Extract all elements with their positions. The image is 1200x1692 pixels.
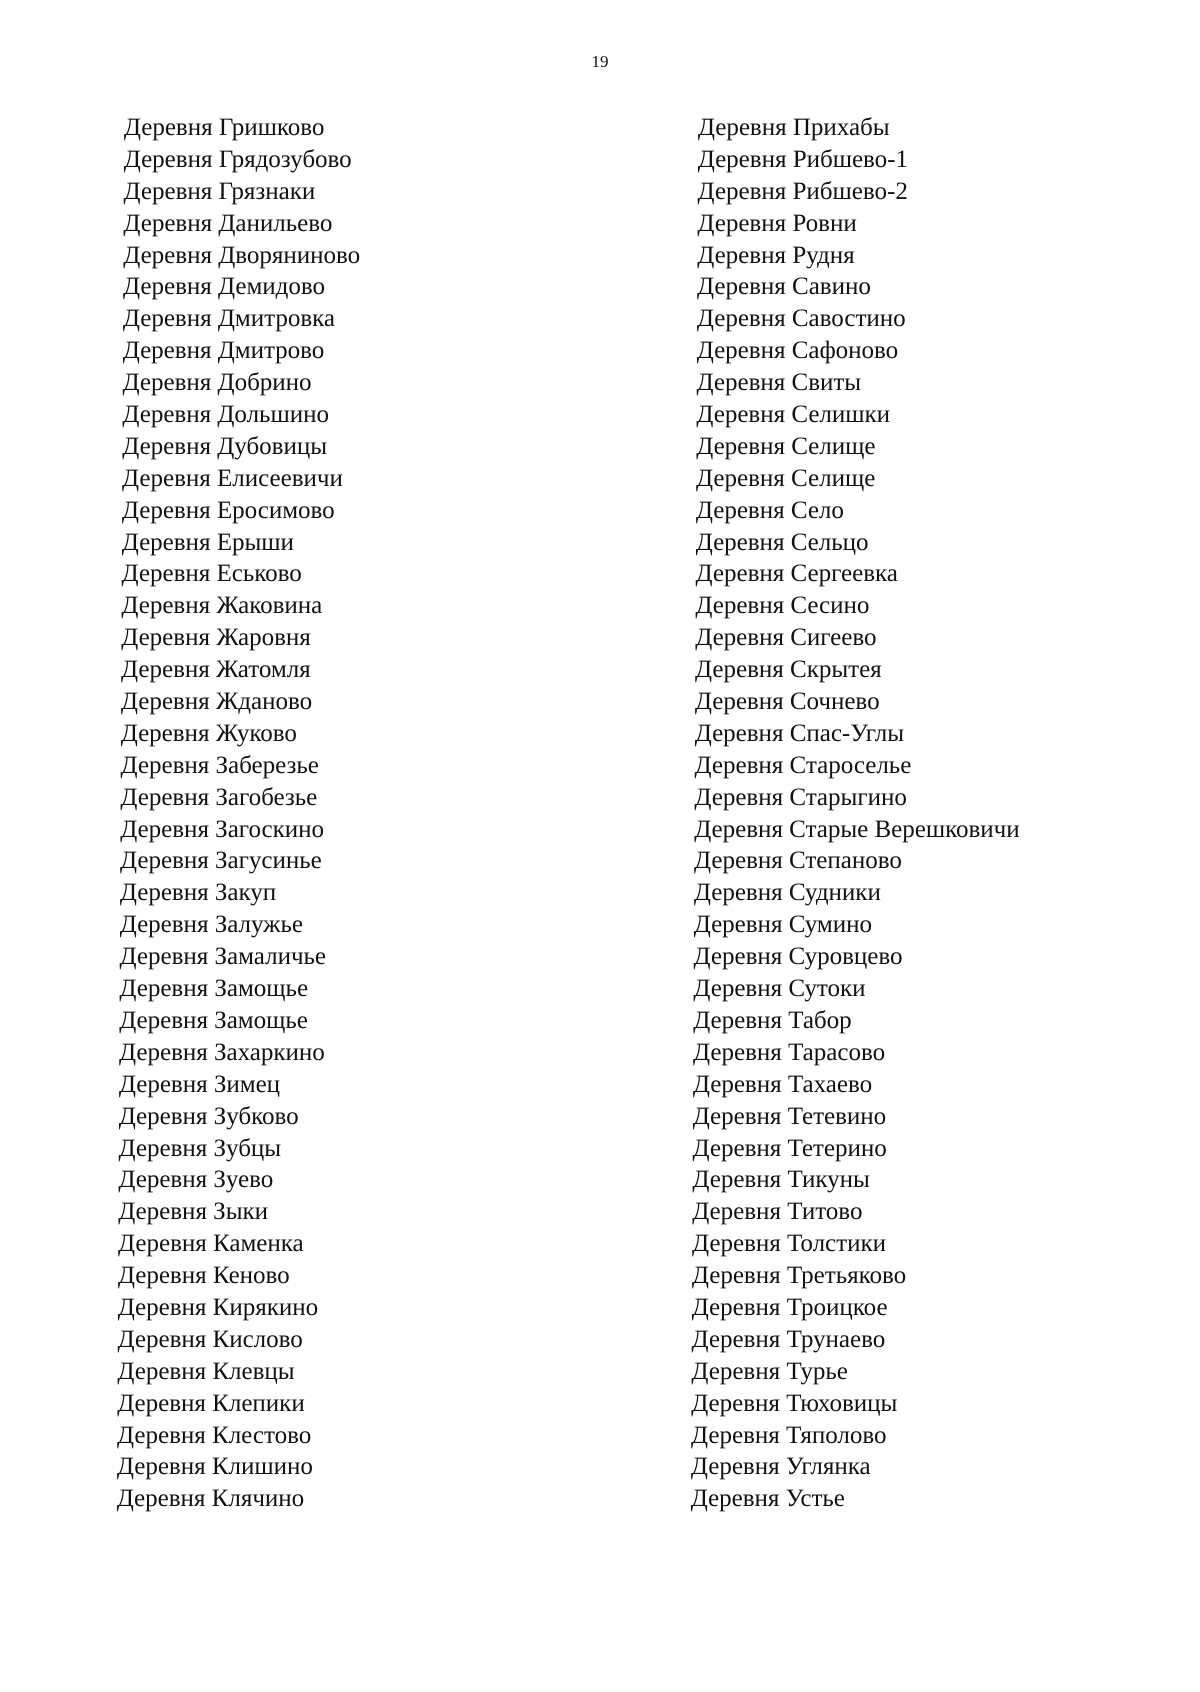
- village-entry: Деревня Дворяниново: [123, 241, 361, 269]
- village-entry: Деревня Жуково: [120, 719, 297, 747]
- village-entry: Деревня Клестово: [117, 1421, 312, 1449]
- village-entry: Деревня Демидово: [123, 273, 326, 301]
- left-column-list: [117, 112, 361, 1515]
- village-entry: Деревня Данильево: [123, 209, 333, 237]
- village-entry: Деревня Сафоново: [696, 337, 899, 365]
- village-entry: Деревня Селище: [696, 464, 876, 492]
- village-entry: Деревня Старые Верешковичи: [694, 815, 1020, 843]
- village-entry: Деревня Гришково: [123, 114, 325, 141]
- village-entry: Деревня Зимец: [118, 1070, 281, 1098]
- village-entry: Деревня Дольшино: [122, 401, 330, 429]
- village-entry: Деревня Клячино: [116, 1485, 305, 1513]
- village-entry: Деревня Грязнаки: [123, 177, 316, 205]
- page-number: 19: [591, 52, 609, 71]
- village-entry: Деревня Тяполово: [691, 1421, 887, 1449]
- village-entry: Деревня Кислово: [117, 1325, 303, 1353]
- village-entry: Деревня Суровцево: [693, 943, 903, 971]
- village-entry: Деревня Тюховицы: [691, 1389, 898, 1417]
- village-entry: Деревня Захаркино: [119, 1038, 325, 1066]
- village-entry: Деревня Сумино: [693, 911, 873, 939]
- village-entry: Деревня Жатомля: [121, 656, 311, 684]
- village-entry: Деревня Село: [695, 496, 845, 524]
- village-entry: Деревня Селище: [696, 432, 876, 460]
- village-entry: Деревня Зуево: [118, 1166, 274, 1194]
- village-entry: Деревня Кирякино: [117, 1293, 319, 1321]
- village-entry: Деревня Залужье: [119, 911, 304, 939]
- village-entry: Деревня Дмитрово: [122, 337, 325, 365]
- village-entry: Деревня Устье: [690, 1485, 846, 1513]
- village-entry: Деревня Прихабы: [697, 114, 890, 141]
- village-entry: Деревня Толстики: [692, 1230, 887, 1258]
- village-entry: Деревня Тетевино: [692, 1102, 887, 1130]
- village-entry: Деревня Савино: [697, 273, 871, 301]
- village-entry: Деревня Тахаево: [692, 1070, 873, 1098]
- village-entry: Деревня Зубково: [118, 1102, 299, 1130]
- village-entry: Деревня Табор: [693, 1006, 852, 1034]
- village-entry: Деревня Клепики: [117, 1389, 305, 1417]
- village-entry: Деревня Жданово: [120, 688, 313, 716]
- village-entry: Деревня Сесино: [695, 592, 870, 620]
- village-entry: Деревня Дубовицы: [122, 432, 328, 460]
- village-entry: Деревня Тетерино: [692, 1134, 887, 1162]
- village-entry: Деревня Елисеевичи: [122, 464, 343, 492]
- village-entry: Деревня Судники: [693, 879, 881, 907]
- village-entry: Деревня Скрытея: [695, 656, 882, 684]
- village-entry: Деревня Грядозубово: [123, 145, 352, 173]
- village-entry: Деревня Рудня: [697, 241, 855, 269]
- village-entry: Деревня Ровни: [697, 209, 857, 237]
- village-entry: Деревня Третьяково: [691, 1262, 907, 1290]
- village-entry: Деревня Спас-Углы: [694, 719, 905, 747]
- village-entry: Деревня Замощье: [119, 975, 309, 1003]
- village-entry: Деревня Сутоки: [693, 975, 866, 1003]
- village-entry: Деревня Рибшево-2: [697, 177, 908, 205]
- village-entry: Деревня Степаново: [694, 847, 902, 875]
- village-entry: Деревня Заберезье: [120, 751, 320, 779]
- village-entry: Деревня Сергеевка: [695, 560, 898, 588]
- village-entry: Деревня Староселье: [694, 751, 912, 779]
- village-entry: Деревня Зыки: [118, 1198, 269, 1226]
- village-entry: Деревня Тарасово: [693, 1038, 886, 1066]
- village-entry: Деревня Жаровня: [121, 624, 311, 652]
- village-entry: Деревня Загусинье: [120, 847, 322, 875]
- village-entry: Деревня Добрино: [122, 369, 312, 397]
- right-column-list: [691, 112, 1024, 1515]
- village-entry: Деревня Закуп: [119, 879, 277, 907]
- village-entry: Деревня Загоскино: [120, 815, 325, 843]
- village-entry: Деревня Рибшево-1: [697, 145, 909, 173]
- village-entry: Деревня Клевцы: [117, 1357, 295, 1385]
- village-entry: Деревня Еросимово: [121, 496, 335, 524]
- village-entry: Деревня Сельцо: [695, 528, 869, 556]
- village-entry: Деревня Каменка: [118, 1230, 304, 1258]
- village-entry: Деревня Сочнево: [694, 688, 880, 716]
- village-entry: Деревня Турье: [691, 1357, 848, 1385]
- village-entry: Деревня Троицкое: [691, 1293, 888, 1321]
- village-entry: Деревня Селишки: [696, 401, 891, 429]
- village-entry: Деревня Титово: [692, 1198, 863, 1226]
- village-entry: Деревня Старыгино: [694, 783, 907, 811]
- village-entry: Деревня Жаковина: [121, 592, 323, 620]
- village-entry: Деревня Загобезье: [120, 783, 318, 811]
- village-entry: Деревня Замаличье: [119, 943, 327, 971]
- village-entry: Деревня Еськово: [121, 560, 302, 588]
- village-entry: Деревня Сигеево: [695, 624, 877, 652]
- village-entry: Деревня Тикуны: [692, 1166, 870, 1194]
- village-entry: Деревня Клишино: [116, 1453, 314, 1481]
- village-entry: Деревня Зубцы: [118, 1134, 282, 1162]
- village-entry: Деревня Савостино: [696, 305, 906, 333]
- village-entry: Деревня Ерыши: [121, 528, 295, 556]
- village-entry: Деревня Замощье: [119, 1006, 308, 1034]
- village-entry: Деревня Кеново: [117, 1262, 290, 1290]
- village-entry: Деревня Дмитровка: [122, 305, 336, 333]
- village-entry: Деревня Углянка: [690, 1453, 871, 1481]
- village-entry: Деревня Свиты: [696, 369, 862, 397]
- village-entry: Деревня Трунаево: [691, 1325, 886, 1353]
